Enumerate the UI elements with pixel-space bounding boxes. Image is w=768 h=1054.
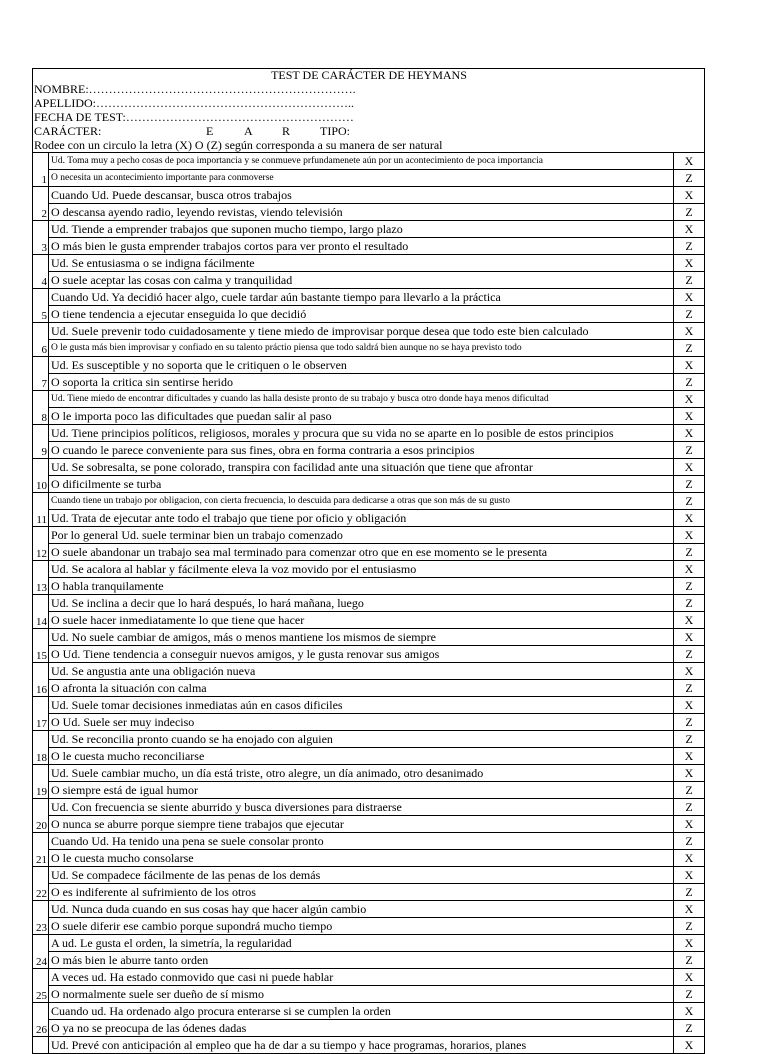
option-a-letter[interactable]: X <box>673 561 704 577</box>
option-b-row <box>49 815 704 832</box>
option-b-letter[interactable]: Z <box>673 782 704 798</box>
caracter-e: E <box>206 124 214 138</box>
option-b-letter[interactable]: X <box>673 612 704 628</box>
caracter-label: CARÁCTER: <box>34 124 102 138</box>
option-a-text: Ud. Nunca duda cuando en sus cosas hay que hacer algún cambio <box>51 902 367 916</box>
option-a-text: Ud. Se sobresalta, se pone colorado, transpira con facilidad ante una situación que tiene que afrontar <box>51 460 533 474</box>
option-b-text: O habla tranquilamente <box>51 579 164 593</box>
option-b-letter[interactable]: Z <box>673 884 704 900</box>
question-number: 7 <box>33 357 49 390</box>
option-b-letter[interactable]: Z <box>673 918 704 934</box>
option-a-letter[interactable]: X <box>673 357 704 373</box>
option-b-row <box>49 339 704 356</box>
option-b-text: O más bien le gusta emprender trabajos cortos para ver pronto el resultado <box>51 239 409 253</box>
option-a-text: Ud. Toma muy a pecho cosas de poca importancia y se conmueve prfundamenete aún por un acontecimiento de poca importancia <box>51 156 543 166</box>
question-number: 11 <box>33 493 49 526</box>
question-number: 16 <box>33 663 49 696</box>
option-a-row <box>49 697 704 713</box>
option-a-row <box>49 459 704 475</box>
option-a-row <box>49 561 704 577</box>
option-b-row <box>49 679 704 696</box>
option-b-letter[interactable]: X <box>673 510 704 526</box>
fecha-field: FECHA DE TEST:………………………………………………… <box>34 110 354 124</box>
question-number: 5 <box>33 289 49 322</box>
question-number: 19 <box>33 765 49 798</box>
nombre-field: NOMBRE:…………………………………………………………. <box>34 82 356 96</box>
option-b-text: O más bien le aburre tanto orden <box>51 953 209 967</box>
question-number: 13 <box>33 561 49 594</box>
option-a-row <box>49 935 704 951</box>
question-item <box>33 799 704 833</box>
option-b-row <box>49 475 704 492</box>
option-b-text: Ud. Trata de ejecutar ante todo el trabajo que tiene por oficio y obligación <box>51 511 407 525</box>
caracter-r: R <box>282 124 291 138</box>
option-b-row <box>49 645 704 662</box>
question-number: 18 <box>33 731 49 764</box>
option-a-text: Ud. Se acalora al hablar y fácilmente eleva la voz movido por el entusiasmo <box>51 562 417 576</box>
option-b-text: O es indiferente al sufrimiento de los otros <box>51 885 256 899</box>
option-a-letter[interactable]: X <box>673 289 704 305</box>
option-a-text: Ud. Tiene miedo de encontrar dificultades y cuando las halla desiste pronto de su trabajo y busca otro donde haya menos dificultad <box>51 394 549 404</box>
option-a-row <box>49 1003 704 1019</box>
option-b-text: O dificilmente se turba <box>51 477 162 491</box>
question-item <box>33 357 704 391</box>
question-item <box>33 969 704 1003</box>
option-a-row <box>49 153 704 169</box>
option-a-text: Cuando ud. Ha ordenado algo procura enterarse si se cumplen la orden <box>51 1004 391 1018</box>
option-b-letter[interactable]: Z <box>673 578 704 594</box>
option-b-row <box>49 611 704 628</box>
option-a-text: A veces ud. Ha estado conmovido que casi ni puede hablar <box>51 970 334 984</box>
option-a-letter[interactable]: X <box>673 663 704 679</box>
form-title: TEST DE CARÁCTER DE HEYMANS <box>271 68 467 82</box>
option-a-letter[interactable]: Z <box>673 833 704 849</box>
option-a-letter[interactable]: X <box>673 629 704 645</box>
option-a-row <box>49 357 704 373</box>
option-b-text: O le importa poco las dificultades que puedan salir al paso <box>51 409 332 423</box>
option-b-letter[interactable]: Z <box>673 544 704 560</box>
question-table <box>33 152 704 1054</box>
question-item <box>33 493 704 527</box>
option-a-letter[interactable]: X <box>673 765 704 781</box>
option-b-letter[interactable]: Z <box>673 680 704 696</box>
option-b-letter[interactable]: X <box>673 748 704 764</box>
option-a-letter[interactable]: X <box>673 527 704 543</box>
option-b-text: O cuando le parece conveniente para sus fines, obra en forma contraria a esos principios <box>51 443 475 457</box>
question-number: 23 <box>33 901 49 934</box>
question-item <box>33 221 704 255</box>
option-b-text: O Ud. Tiene tendencia a conseguir nuevos amigos, y le gusta renovar sus amigos <box>51 647 440 661</box>
option-b-letter[interactable]: Z <box>673 714 704 730</box>
option-b-text: O Ud. Suele ser muy indeciso <box>51 715 195 729</box>
option-a-text: Ud. Suele cambiar mucho, un día está triste, otro alegre, un día animado, otro desanimado <box>51 766 484 780</box>
question-item <box>33 765 704 799</box>
option-b-letter[interactable]: Z <box>673 272 704 288</box>
question-item <box>33 663 704 697</box>
option-b-row <box>49 203 704 220</box>
question-number: 3 <box>33 221 49 254</box>
option-a-row <box>49 901 704 917</box>
option-a-letter[interactable]: X <box>673 255 704 271</box>
option-a-letter[interactable]: X <box>673 323 704 339</box>
question-number: 9 <box>33 425 49 458</box>
question-item <box>33 595 704 629</box>
option-a-text: Ud. Se angustia ante una obligación nueva <box>51 664 256 678</box>
question-number: 6 <box>33 323 49 356</box>
option-a-row <box>49 391 704 407</box>
option-a-letter[interactable]: Z <box>673 595 704 611</box>
option-a-letter[interactable]: Z <box>673 493 704 509</box>
option-b-letter[interactable]: Z <box>673 374 704 390</box>
option-a-row <box>49 833 704 849</box>
option-b-letter[interactable]: Z <box>673 340 704 356</box>
question-item <box>33 697 704 731</box>
question-item <box>33 153 704 187</box>
option-a-text: Ud. Es susceptible y no soporta que le critiquen o le observen <box>51 358 347 372</box>
question-number: 12 <box>33 527 49 560</box>
option-b-text: O suele hacer inmediatamente lo que tiene que hacer <box>51 613 305 627</box>
option-a-letter[interactable]: X <box>673 459 704 475</box>
option-a-letter[interactable]: X <box>673 1037 704 1053</box>
option-b-row <box>49 509 704 526</box>
question-item <box>33 459 704 493</box>
question-item <box>33 323 704 357</box>
option-b-row <box>49 985 704 1002</box>
option-a-row <box>49 731 704 747</box>
question-number: 20 <box>33 799 49 832</box>
option-b-letter[interactable]: Z <box>673 952 704 968</box>
question-item <box>33 1037 704 1054</box>
option-b-text: O descansa ayendo radio, leyendo revistas, viendo televisión <box>51 205 343 219</box>
option-a-row <box>49 663 704 679</box>
question-number: 4 <box>33 255 49 288</box>
question-item <box>33 867 704 901</box>
option-b-row <box>49 1019 704 1036</box>
option-a-text: Ud. Se entusiasma o se indigna fácilmente <box>51 256 255 270</box>
option-a-letter[interactable]: X <box>673 391 704 407</box>
option-a-letter[interactable]: X <box>673 153 704 169</box>
option-a-text: Ud. Se inclina a decir que lo hará después, lo hará mañana, luego <box>51 596 364 610</box>
option-b-text: O normalmente suele ser dueño de sí mismo <box>51 987 264 1001</box>
option-b-row <box>49 373 704 390</box>
option-a-letter[interactable]: X <box>673 697 704 713</box>
question-item <box>33 527 704 561</box>
instructions: Rodee con un circulo la letra (X) O (Z) según corresponda a su manera de ser natural <box>34 138 443 152</box>
option-a-letter[interactable]: X <box>673 221 704 237</box>
option-a-row <box>49 629 704 645</box>
option-a-row <box>49 867 704 883</box>
option-a-row <box>49 323 704 339</box>
option-b-row <box>49 305 704 322</box>
option-a-row <box>49 187 704 203</box>
question-item <box>33 561 704 595</box>
option-a-row <box>49 1037 704 1053</box>
question-item <box>33 833 704 867</box>
option-a-row <box>49 527 704 543</box>
question-number: 21 <box>33 833 49 866</box>
option-a-text: Ud. Prevé con anticipación al empleo que ha de dar a su tiempo y hace programas, horarios, planes <box>51 1038 527 1052</box>
option-b-text: O nunca se aburre porque siempre tiene trabajos que ejecutar <box>51 817 344 831</box>
option-b-text: O tiene tendencia a ejecutar enseguida lo que decidió <box>51 307 307 321</box>
option-b-text: O necesita un acontecimiento importante para conmoverse <box>51 173 274 183</box>
apellido-field: APELLIDO:……………………………………………………….. <box>34 96 354 110</box>
option-a-row <box>49 255 704 271</box>
option-a-row <box>49 595 704 611</box>
option-b-row <box>49 237 704 254</box>
option-a-text: Ud. Se compadece fácilmente de las penas de los demás <box>51 868 321 882</box>
option-a-row <box>49 765 704 781</box>
question-number: 8 <box>33 391 49 424</box>
option-a-letter[interactable]: X <box>673 935 704 951</box>
option-a-text: Ud. Suele tomar decisiones inmediatas aún en casos dificiles <box>51 698 343 712</box>
option-a-row <box>49 969 704 985</box>
question-number: 1 <box>33 153 49 186</box>
option-b-row <box>49 917 704 934</box>
option-b-text: O suele diferir ese cambio porque supondrá mucho tiempo <box>51 919 333 933</box>
option-b-text: O siempre está de igual humor <box>51 783 198 797</box>
question-number: 17 <box>33 697 49 730</box>
question-item <box>33 731 704 765</box>
question-number: 10 <box>33 459 49 492</box>
option-a-text: Ud. No suele cambiar de amigos, más o menos mantiene los mismos de siempre <box>51 630 436 644</box>
option-a-text: Ud. Se reconcilia pronto cuando se ha enojado con alguien <box>51 732 333 746</box>
option-b-letter[interactable]: Z <box>673 204 704 220</box>
option-a-letter[interactable]: Z <box>673 731 704 747</box>
question-item <box>33 425 704 459</box>
option-b-letter[interactable]: Z <box>673 442 704 458</box>
option-a-letter[interactable]: X <box>673 425 704 441</box>
option-b-row <box>49 407 704 424</box>
option-a-letter[interactable]: X <box>673 867 704 883</box>
question-number: 26 <box>33 1003 49 1036</box>
option-a-row <box>49 493 704 509</box>
option-b-text: O le cuesta mucho consolarse <box>51 851 194 865</box>
option-a-text: Cuando Ud. Puede descansar, busca otros trabajos <box>51 188 292 202</box>
option-a-text: Cuando Ud. Ha tenido una pena se suele consolar pronto <box>51 834 324 848</box>
option-b-letter[interactable]: Z <box>673 476 704 492</box>
option-b-letter[interactable]: Z <box>673 238 704 254</box>
question-number: 15 <box>33 629 49 662</box>
option-b-text: O ya no se preocupa de las ódenes dadas <box>51 1021 247 1035</box>
option-b-text: O afronta la situación con calma <box>51 681 207 695</box>
option-a-text: Cuando Ud. Ya decidió hacer algo, cuele tardar aún bastante tiempo para llevarlo a la práctica <box>51 290 501 304</box>
caracter-row <box>33 124 704 138</box>
option-b-row <box>49 883 704 900</box>
question-item <box>33 901 704 935</box>
option-b-letter[interactable]: Z <box>673 986 704 1002</box>
question-item <box>33 255 704 289</box>
option-b-letter[interactable]: Z <box>673 646 704 662</box>
option-b-row <box>49 577 704 594</box>
option-b-text: O le gusta más bien improvisar y confiado en su talento práctio piensa que todo saldrá bien aunque no se haya previsto todo <box>51 343 522 353</box>
option-b-row <box>49 441 704 458</box>
option-b-row <box>49 747 704 764</box>
option-a-letter[interactable]: Z <box>673 799 704 815</box>
option-a-row <box>49 799 704 815</box>
option-a-text: A ud. Le gusta el orden, la simetría, la regularidad <box>51 936 292 950</box>
question-item <box>33 935 704 969</box>
option-b-letter[interactable]: X <box>673 408 704 424</box>
question-number: 25 <box>33 969 49 1002</box>
option-a-text: Ud. Tiene principios políticos, religiosos, morales y procura que su vida no se aparte en lo posible de estos principios <box>51 426 614 440</box>
question-item <box>33 187 704 221</box>
option-b-row <box>49 271 704 288</box>
option-b-row <box>49 849 704 866</box>
option-b-text: O suele aceptar las cosas con calma y tranquilidad <box>51 273 293 287</box>
option-b-letter[interactable]: Z <box>673 306 704 322</box>
option-a-letter[interactable]: X <box>673 969 704 985</box>
option-b-row <box>49 543 704 560</box>
question-item <box>33 1003 704 1037</box>
heymans-test-form <box>32 68 705 1054</box>
option-a-letter[interactable]: X <box>673 1003 704 1019</box>
option-b-text: O soporta la critica sin sentirse herido <box>51 375 233 389</box>
option-b-letter[interactable]: X <box>673 816 704 832</box>
option-b-row <box>49 713 704 730</box>
option-a-text: Cuando tiene un trabajo por obligacion, con cierta frecuencia, lo descuida para dedicarse a otras que son más de su gusto <box>51 496 511 506</box>
option-b-text: O le cuesta mucho reconciliarse <box>51 749 205 763</box>
question-item <box>33 391 704 425</box>
option-b-text: O suele abandonar un trabajo sea mal terminado para comenzar otro que en ese momento se le presenta <box>51 545 548 559</box>
caracter-a: A <box>244 124 253 138</box>
option-a-text: Ud. Tiende a emprender trabajos que suponen mucho tiempo, largo plazo <box>51 222 403 236</box>
option-a-row <box>49 289 704 305</box>
question-number: 14 <box>33 595 49 628</box>
option-b-letter[interactable]: Z <box>673 170 704 186</box>
option-b-row <box>49 781 704 798</box>
tipo-label: TIPO: <box>320 124 350 138</box>
option-a-letter[interactable]: X <box>673 901 704 917</box>
option-a-text: Ud. Suele prevenir todo cuidadosamente y tiene miedo de improvisar porque desea que todo este bien calculado <box>51 324 589 338</box>
option-b-letter[interactable]: Z <box>673 1020 704 1036</box>
option-b-row <box>49 169 704 186</box>
question-number: 22 <box>33 867 49 900</box>
option-b-row <box>49 951 704 968</box>
question-number: 2 <box>33 187 49 220</box>
option-a-text: Por lo general Ud. suele terminar bien un trabajo comenzado <box>51 528 343 542</box>
option-b-letter[interactable]: X <box>673 850 704 866</box>
option-a-row <box>49 425 704 441</box>
question-number: 24 <box>33 935 49 968</box>
question-item <box>33 289 704 323</box>
question-item <box>33 629 704 663</box>
question-number <box>33 1037 49 1053</box>
option-a-text: Ud. Con frecuencia se siente aburrido y busca diversiones para distraerse <box>51 800 402 814</box>
option-a-letter[interactable]: X <box>673 187 704 203</box>
option-a-row <box>49 221 704 237</box>
